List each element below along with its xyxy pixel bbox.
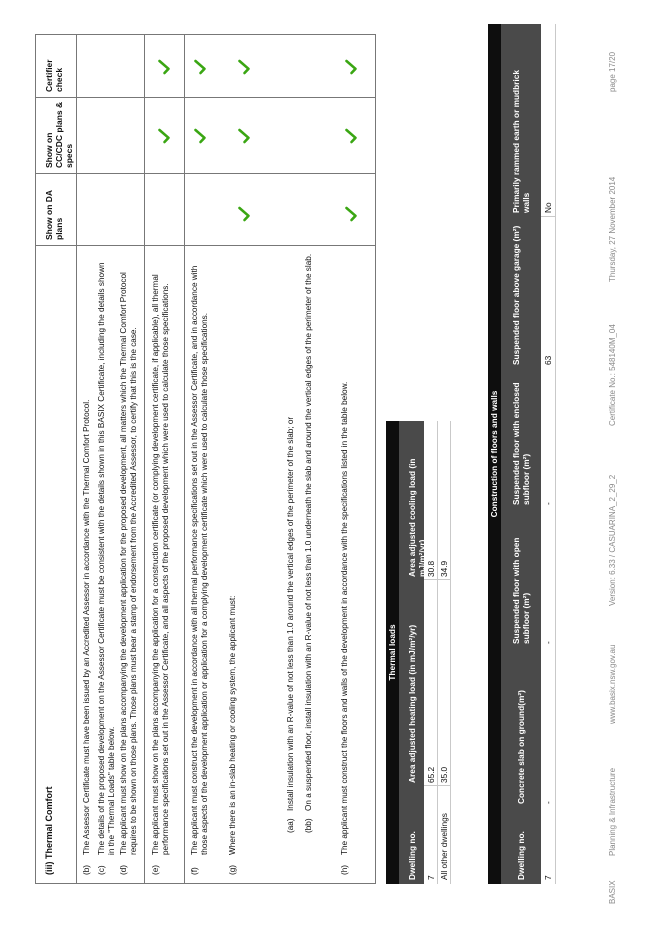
grid-line: [541, 216, 555, 217]
col-header-da: Show on DA plans: [44, 190, 64, 240]
table-cell: -: [543, 502, 553, 505]
item-text: The applicant must construct the floors and walls of the development in accordance with the specifications listed in the table below.: [340, 381, 349, 855]
table-caption: Construction of floors and walls: [488, 24, 501, 884]
item-text: The applicant must construct the development in accordance with all thermal performance specifications set out in the Assessor Certificate, and in accordance with those aspects of the development application or application for a complying development certificate which were used to calculate those specifications.: [190, 265, 209, 855]
checkmark-icon: [156, 59, 172, 75]
column-header: Dwelling no.: [407, 831, 417, 880]
grid-line: [437, 421, 438, 884]
grid-line: [555, 24, 556, 884]
table-cell: 7: [426, 875, 436, 880]
footer-department: Planning & Infrastructure: [608, 767, 617, 856]
column-header: Area adjusted heating load (in mJ/m²/yr): [407, 624, 417, 783]
table-header-row: [399, 421, 427, 884]
checkmark-icon: [343, 59, 359, 75]
item-text: The applicant must show on the plans accompanying the development application for the proposed development, all matters which the Thermal Comfort Protocol requires to be shown on those plans. Those plans must bear a stamp of endorsement from the Accredited Assessor, to certify that this is the case.: [119, 272, 138, 855]
thermal-comfort-requirements-table: [35, 34, 376, 884]
item-label: (h): [340, 864, 349, 875]
item-text: Install insulation with an R-value of not less than 1.0 around the vertical edges of the perimeter of the slab; or: [286, 416, 295, 811]
item-label: (f): [190, 867, 199, 875]
checkmark-icon: [236, 128, 252, 144]
column-header: Suspended floor above garage (m²): [511, 225, 521, 365]
table-cell: -: [543, 641, 553, 644]
column-header: Suspended floor with enclosed subfloor (m²): [511, 382, 531, 505]
col-header-cc: Show on CC/CDC plans & specs: [44, 101, 74, 168]
col-header-certifier: Certifier check: [44, 59, 64, 92]
footer-url[interactable]: www.basix.nsw.gov.au: [608, 644, 617, 724]
item-text: The Assessor Certificate must have been issued by an Accredited Assessor in accordance with the Thermal Comfort Protocol.: [82, 399, 91, 855]
checkmark-icon: [192, 59, 208, 75]
footer-date: Thursday, 27 November 2014: [608, 176, 617, 282]
table-cell: 34.9: [439, 560, 449, 577]
grid-line: [450, 421, 451, 884]
item-label: (b): [82, 864, 91, 875]
item-text: The details of the proposed development on the Assessor Certificate must be consistent with the details shown in this BASIX Certificate, including the details shown in the "Thermal Loads" table below.: [97, 262, 116, 855]
checkmark-icon: [343, 128, 359, 144]
item-text: On a suspended floor, install insulation with an R-value of not less than 1.0 underneath the slab and around the vertical edges of the perimeter of the slab.: [304, 253, 313, 811]
section-title: (iii) Thermal Comfort: [44, 786, 54, 875]
requirements-header: [36, 35, 77, 883]
floors-walls-table: [488, 24, 568, 884]
item-label: (c): [97, 865, 106, 875]
checkmark-icon: [236, 59, 252, 75]
item-label: (g): [228, 864, 237, 875]
column-header: Primarily rammed earth or mudbrick walls: [511, 70, 531, 213]
item-text: Where there is an in-slab heating or cooling system, the applicant must:: [228, 595, 237, 855]
table-cell: 35.0: [439, 766, 449, 783]
table-header-row: [501, 24, 541, 884]
item-label: (bb): [304, 818, 313, 833]
footer-basix: BASIX: [608, 880, 617, 904]
item-label: (aa): [286, 818, 295, 833]
column-header: Suspended floor with open subfloor (m²): [511, 537, 531, 644]
page-footer: [608, 24, 622, 904]
table-cell: 63: [543, 355, 553, 365]
item-label: (d): [119, 864, 128, 875]
requirement-row: [144, 35, 185, 883]
table-cell: All other dwellings: [439, 813, 449, 880]
column-header: Dwelling no.: [516, 831, 526, 880]
footer-version: Version: 6.33 / CASUARINA_2_29_2: [608, 474, 617, 606]
footer-page: page 17/20: [608, 51, 617, 92]
table-cell: 7: [543, 875, 553, 880]
table-cell: -: [543, 801, 553, 804]
column-header: Area adjusted cooling load (in mJ/m²/yr): [407, 458, 427, 577]
document-page: [26, 24, 630, 904]
requirement-row: [76, 35, 145, 883]
checkmark-icon: [192, 128, 208, 144]
table-cell: 65.2: [426, 766, 436, 783]
column-header: Concrete slab on ground(m²): [516, 690, 526, 804]
checkmark-icon: [236, 206, 252, 222]
thermal-loads-table: [386, 421, 467, 884]
checkmark-icon: [156, 128, 172, 144]
item-text: The applicant must show on the plans accompanying the application for a construction certificate (or complying development certificate, if applicable), all thermal performance specifications set out in the Assessor Certificate, and all aspects of the proposed development which were used to calculate those specifications.: [151, 274, 170, 855]
item-label: (e): [151, 864, 160, 875]
requirement-row: [184, 35, 375, 883]
checkmark-icon: [343, 206, 359, 222]
table-cell: 30.8: [426, 560, 436, 577]
table-caption: Thermal loads: [386, 421, 399, 884]
footer-certificate: Certificate No.: 548140M_04: [608, 324, 617, 426]
table-cell: No: [543, 202, 553, 213]
